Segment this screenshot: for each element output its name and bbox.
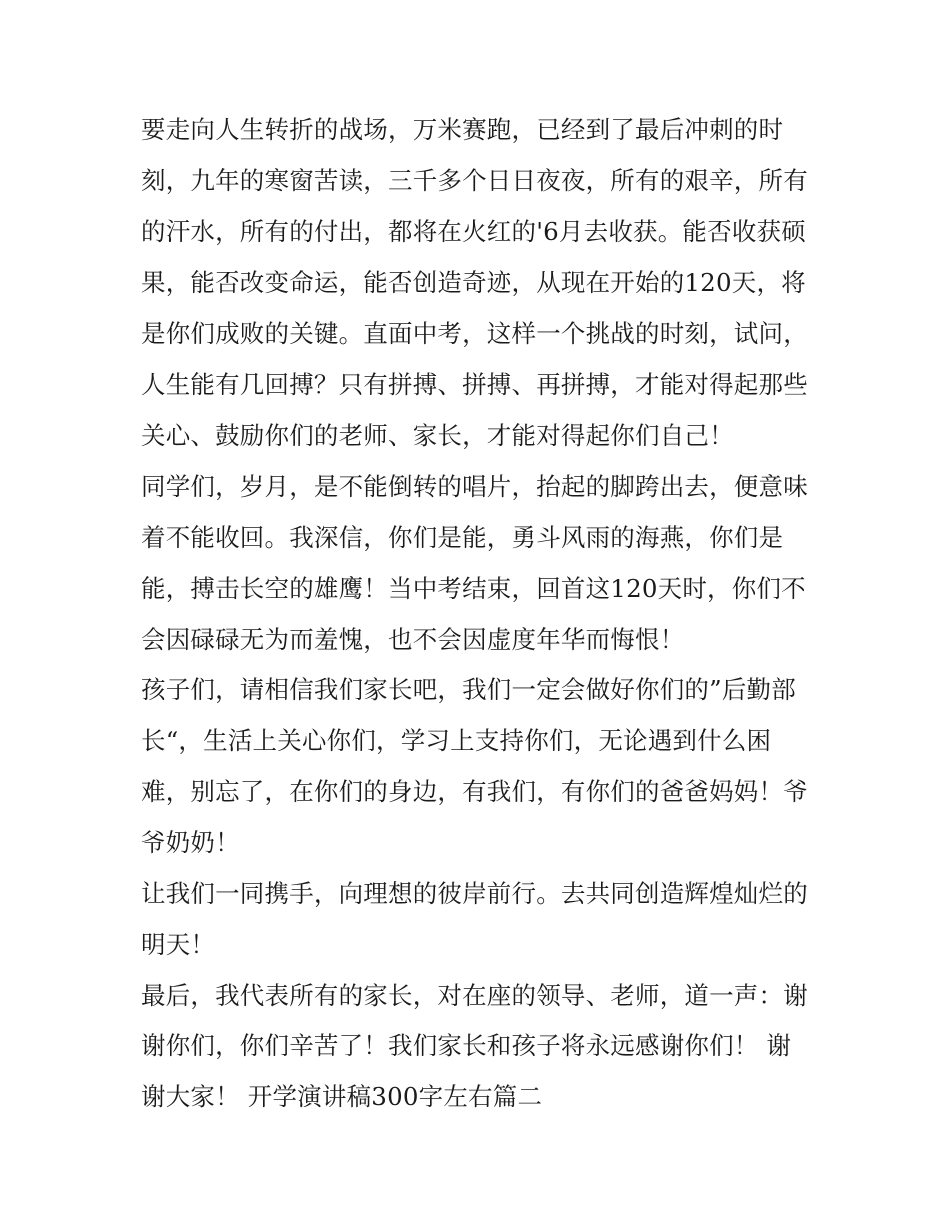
text-line: 果，能否改变命运，能否创造奇迹，从现在开始的120天，将	[141, 268, 806, 297]
text-line: 是你们成败的关键。直面中考，这样一个挑战的时刻，试问，	[141, 319, 808, 348]
text-line: 谢大家！ 开学演讲稿300字左右篇二	[141, 1082, 543, 1111]
text-line: 谢你们，你们辛苦了！我们家长和孩子将永远感谢你们！ 谢	[141, 1031, 792, 1060]
text-line: 的汗水，所有的付出，都将在火红的'6月去收获。能否收获硕	[141, 217, 806, 246]
text-line: 爷奶奶！	[141, 828, 240, 857]
text-line: 长“，生活上关心你们，学习上支持你们，无论遇到什么困	[141, 726, 772, 755]
text-line: 让我们一同携手，向理想的彼岸前行。去共同创造辉煌灿烂的	[141, 879, 808, 908]
text-line: 着不能收回。我深信，你们是能，勇斗风雨的海燕，你们是	[141, 523, 784, 552]
text-line: 关心、鼓励你们的老师、家长，才能对得起你们自己！	[141, 421, 734, 450]
text-line: 刻，九年的寒窗苦读，三千多个日日夜夜，所有的艰辛，所有	[141, 166, 808, 195]
text-line: 最后，我代表所有的家长，对在座的领导、老师，道一声：谢	[141, 981, 808, 1010]
text-line: 能，搏击长空的雄鹰！当中考结束，回首这120天时，你们不	[141, 574, 806, 603]
text-line: 明天！	[141, 930, 216, 959]
text-line: 孩子们，请相信我们家长吧，我们一定会做好你们的”后勤部	[141, 675, 796, 704]
text-line: 人生能有几回搏？只有拼搏、拼搏、再拼搏，才能对得起那些	[141, 370, 808, 399]
text-line: 难，别忘了，在你们的身边，有我们，有你们的爸爸妈妈！爷	[141, 777, 808, 806]
text-line: 会因碌碌无为而羞愧，也不会因虚度年华而悔恨！	[141, 625, 685, 654]
text-line: 要走向人生转折的战场，万米赛跑，已经到了最后冲刺的时	[141, 115, 784, 144]
text-line: 同学们，岁月，是不能倒转的唱片，抬起的脚跨出去，便意味	[141, 472, 808, 501]
